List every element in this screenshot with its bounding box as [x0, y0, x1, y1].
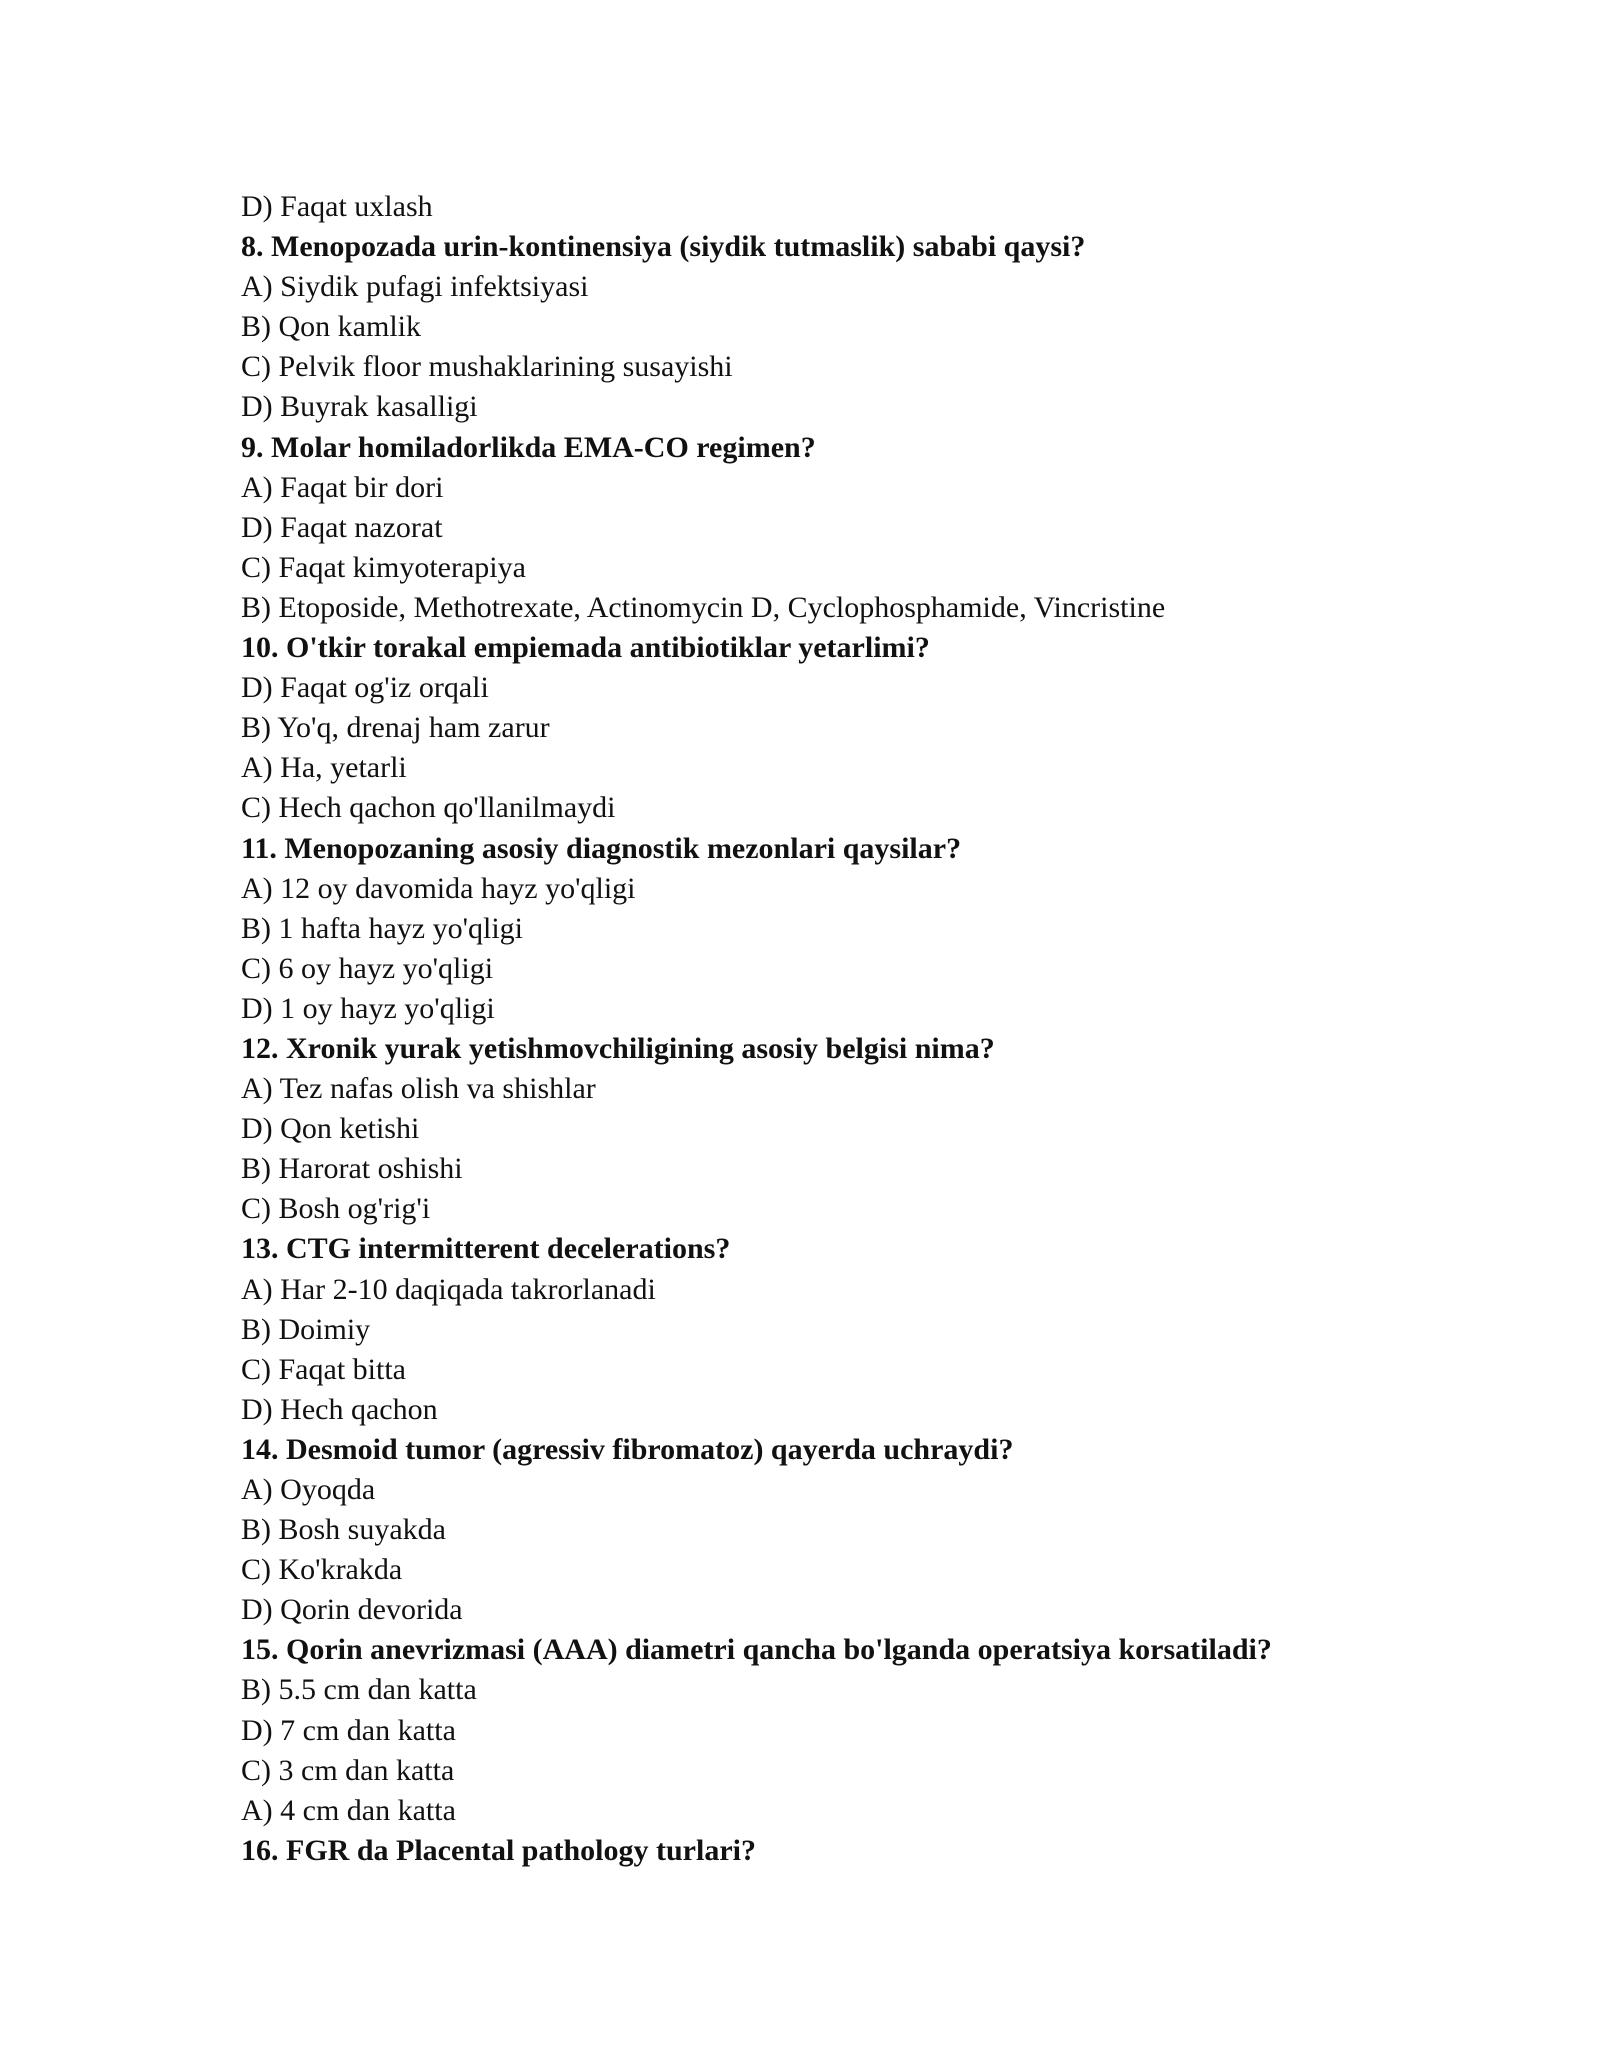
- question-text: 15. Qorin anevrizmasi (AAA) diametri qancha bo'lganda operatsiya korsatiladi?: [241, 1633, 1272, 1667]
- answer-option: C) Ko'krakda: [241, 1553, 403, 1587]
- answer-option: C) Hech qachon qo'llanilmaydi: [241, 791, 616, 825]
- answer-option: B) Harorat oshishi: [241, 1152, 463, 1186]
- answer-option: A) 4 cm dan katta: [241, 1793, 456, 1827]
- answer-option: B) 1 hafta hayz yo'qligi: [241, 911, 523, 945]
- document-page: [241, 187, 1421, 1871]
- answer-option: D) Faqat og'iz orqali: [241, 671, 489, 705]
- answer-option: B) Doimiy: [241, 1312, 371, 1346]
- answer-option: D) Faqat nazorat: [241, 510, 443, 544]
- answer-option: D) Faqat uxlash: [241, 190, 433, 223]
- answer-option: D) Qorin devorida: [241, 1593, 463, 1627]
- answer-option: A) Faqat bir dori: [241, 470, 444, 504]
- answer-option: C) 3 cm dan katta: [241, 1753, 455, 1787]
- answer-option: C) 6 oy hayz yo'qligi: [241, 951, 494, 985]
- answer-option: D) Qon ketishi: [241, 1112, 420, 1146]
- question-text: 8. Menopozada urin-kontinensiya (siydik tutmaslik) sababi qaysi?: [241, 230, 1086, 264]
- answer-option: A) Ha, yetarli: [241, 751, 407, 785]
- answer-option: D) Buyrak kasalligi: [241, 390, 478, 424]
- question-text: 10. O'tkir torakal empiemada antibiotiklar yetarlimi?: [241, 631, 930, 665]
- answer-option: C) Faqat bitta: [241, 1352, 406, 1386]
- answer-option: D) 7 cm dan katta: [241, 1713, 456, 1747]
- question-text: 16. FGR da Placental pathology turlari?: [241, 1833, 756, 1867]
- answer-option: A) Tez nafas olish va shishlar: [241, 1072, 596, 1106]
- answer-option: B) Etoposide, Methotrexate, Actinomycin D, Cyclophosphamide, Vincristine: [241, 590, 1166, 624]
- answer-option: C) Faqat kimyoterapiya: [241, 550, 526, 584]
- answer-option: D) 1 oy hayz yo'qligi: [241, 991, 495, 1025]
- answer-option: A) Oyoqda: [241, 1473, 376, 1506]
- question-text: 14. Desmoid tumor (agressiv fibromatoz) qayerda uchraydi?: [241, 1432, 1014, 1466]
- question-text: 9. Molar homiladorlikda EMA-CO regimen?: [241, 430, 816, 464]
- answer-option: A) Har 2-10 daqiqada takrorlanadi: [241, 1272, 656, 1306]
- question-text: 11. Menopozaning asosiy diagnostik mezonlari qaysilar?: [241, 831, 962, 865]
- answer-option: B) Yo'q, drenaj ham zarur: [241, 711, 550, 745]
- answer-option: C) Pelvik floor mushaklarining susayishi: [241, 350, 733, 384]
- answer-option: C) Bosh og'rig'i: [241, 1192, 431, 1226]
- answer-option: B) 5.5 cm dan katta: [241, 1673, 477, 1707]
- answer-option: A) Siydik pufagi infektsiyasi: [241, 270, 589, 304]
- question-text: 13. CTG intermitterent decelerations?: [241, 1232, 731, 1266]
- question-text: 12. Xronik yurak yetishmovchiligining asosiy belgisi nima?: [241, 1031, 995, 1065]
- answer-option: D) Hech qachon: [241, 1392, 438, 1426]
- answer-option: B) Bosh suyakda: [241, 1513, 446, 1547]
- answer-option: B) Qon kamlik: [241, 310, 421, 344]
- answer-option: A) 12 oy davomida hayz yo'qligi: [241, 871, 636, 905]
